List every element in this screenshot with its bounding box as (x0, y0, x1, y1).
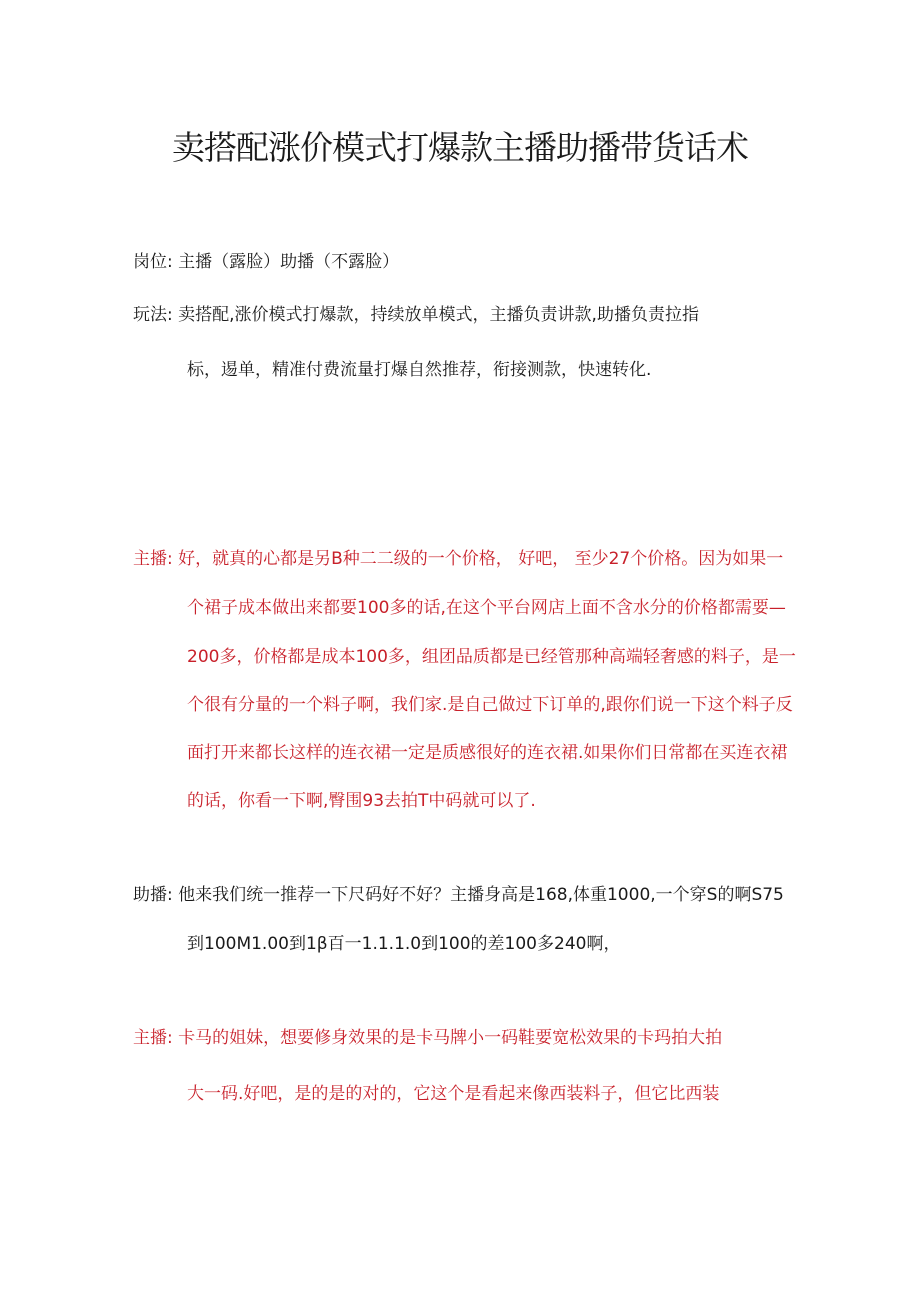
gameplay-label: 玩法: (133, 305, 173, 325)
dialogue-text: 个很有分量的一个料子啊，我们家.是自己做过下订单的,跟你们说一下这个料子反 (187, 695, 793, 715)
dialogue-text: 个裙子成本做出来都要100多的话,在这个平台网店上面不含水分的价格都需要— (187, 598, 786, 618)
position-text: 主播（露脸）助播（不露脸） (178, 252, 400, 272)
position-line (133, 250, 399, 274)
dialogue-1-line-4 (187, 693, 793, 717)
dialogue-text: 卡马的姐妹，想要修身效果的是卡马牌小一码鞋要宽松效果的卡玛拍大拍 (178, 1028, 723, 1048)
speaker-label: 助播: (133, 885, 173, 905)
dialogue-text: 的话，你看一下啊,臀围93去拍T中码就可以了. (187, 791, 536, 811)
dialogue-text: 大一码.好吧，是的是的对的，它这个是看起来像西装料子，但它比西装 (187, 1084, 720, 1104)
dialogue-1-line-1 (133, 547, 783, 571)
dialogue-1-line-5 (187, 741, 787, 765)
dialogue-1-line-6 (187, 789, 536, 813)
dialogue-3-line-2 (187, 1082, 719, 1106)
dialogue-text: 到100M1.00到1β百一1.1.1.0到100的差100多240啊， (187, 934, 621, 954)
dialogue-2-line-1 (133, 883, 784, 907)
dialogue-1-line-2 (187, 596, 786, 620)
dialogue-3-line-1 (133, 1026, 722, 1050)
document-title: 卖搭配涨价模式打爆款主播助播带货话术 (172, 128, 748, 167)
dialogue-1-line-3 (187, 645, 796, 669)
dialogue-text: 面打开来都长这样的连衣裙一定是质感很好的连衣裙.如果你们日常都在买连衣裙 (187, 743, 788, 763)
gameplay-line-1 (133, 303, 699, 327)
dialogue-text: 200多，价格都是成本100多，组团品质都是已经管那种高端轻奢感的料子，是一 (187, 647, 796, 667)
gameplay-text-2: 标，逷单，精准付费流量打爆自然推荐，衔接测款，快速转化. (187, 360, 652, 380)
gameplay-text-1: 卖搭配,涨价模式打爆款，持续放单模式，主播负责讲款,助播负责拉指 (178, 305, 699, 325)
gameplay-line-2 (187, 358, 651, 382)
position-label: 岗位: (133, 252, 173, 272)
dialogue-text: 好，就真的心都是另B种二二级的一个价格， 好吧， 至少27个价格。因为如果一 (178, 549, 784, 569)
dialogue-2-line-2 (187, 932, 620, 956)
speaker-label: 主播: (133, 549, 173, 569)
dialogue-text: 他来我们统一推荐一下尺码好不好？主播身高是168,体重1000,一个穿S的啊S75 (178, 885, 784, 905)
speaker-label: 主播: (133, 1028, 173, 1048)
